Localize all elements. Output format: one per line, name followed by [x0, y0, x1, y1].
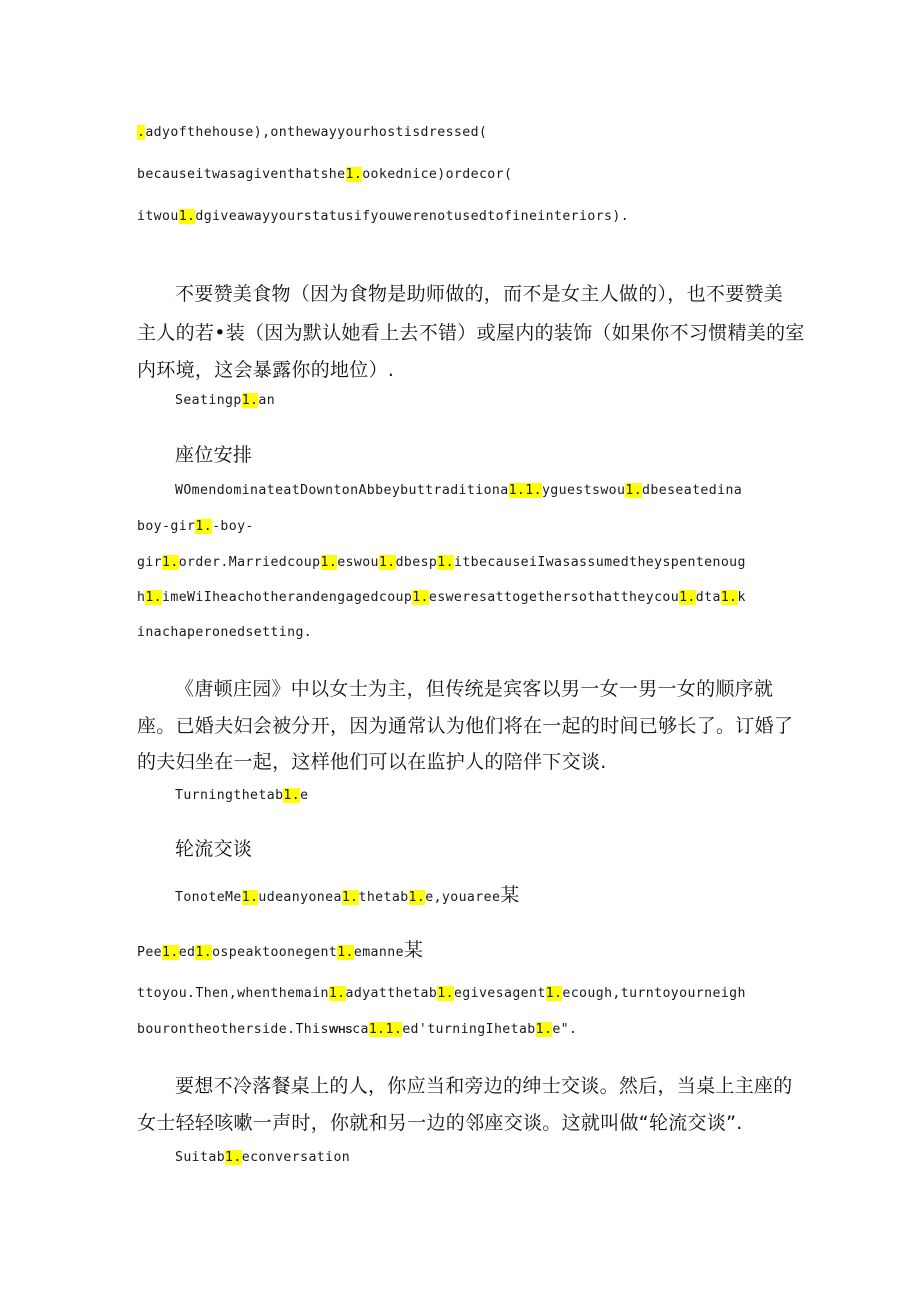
highlight-mark: 1. [145, 590, 163, 605]
text-line [137, 590, 746, 605]
text-line [175, 674, 773, 701]
highlight-mark: 1.1. [368, 1022, 403, 1037]
section-heading [175, 788, 308, 803]
highlight-mark: 1. [328, 986, 346, 1001]
highlight-mark: 1. [535, 1022, 553, 1037]
text-line [137, 355, 394, 382]
text-segment: k [737, 590, 746, 605]
text-line [137, 318, 805, 345]
text-line [175, 880, 520, 907]
text-line [137, 209, 629, 224]
text-line [137, 1108, 743, 1135]
section-heading [175, 1150, 350, 1165]
text-segment: TonoteMe [175, 890, 242, 905]
section-heading [175, 393, 275, 408]
text-segment: 女士轻轻咳嗽一声时，你就和另一边的邻座交谈。这就叫做“轮流交谈”. [137, 1112, 743, 1134]
text-segment: adyatthetab [345, 986, 438, 1001]
highlight-mark: 1. [283, 788, 301, 803]
text-segment: boy-gir [137, 519, 196, 534]
text-segment: Pee [137, 945, 163, 960]
text-line [137, 711, 793, 738]
text-segment: an [258, 393, 276, 408]
text-segment: h [137, 590, 146, 605]
text-segment: 某 [500, 884, 520, 906]
text-segment: 主人的若•装（因为默认她看上去不错）或屋内的装饰（如果你不习惯精美的室 [137, 322, 805, 344]
text-segment: 内环境，这会暴露你的地位）. [137, 359, 395, 381]
text-segment: econversation [241, 1150, 351, 1165]
text-segment: 不要赞美食物（因为食物是助师做的，而不是女主人做的），也不要赞美 [175, 283, 784, 305]
highlight-mark: 1. [720, 590, 738, 605]
highlight-mark: 1. [178, 209, 196, 224]
text-segment: order.Marriedcoup [178, 555, 321, 570]
highlight-mark: 1. [437, 555, 454, 570]
text-segment: 《唐顿庄园》中以女士为主，但传统是宾客以男一女一男一女的顺序就 [175, 678, 774, 700]
text-segment: e,youaree [425, 890, 501, 905]
text-segment: esweresattogethersothattheycou [428, 590, 680, 605]
text-segment: 的夫妇坐在一起，这样他们可以在监护人的陪伴下交谈. [137, 751, 607, 773]
text-segment: Suitab [175, 1150, 226, 1165]
text-segment: inachaperonedsetting. [137, 625, 313, 640]
highlight-mark: 1. [241, 890, 259, 905]
text-line [137, 986, 746, 1001]
text-segment: Turningthetab [175, 788, 284, 803]
highlight-mark: 1. [625, 483, 643, 498]
section-heading [175, 440, 252, 467]
text-line [175, 1071, 793, 1098]
highlight-mark: 1. [241, 393, 259, 408]
text-line [137, 747, 607, 774]
highlight-mark: . [137, 125, 146, 140]
highlight-mark: 1. [345, 167, 363, 182]
text-segment: dta [695, 590, 721, 605]
text-segment: yguestswou [541, 483, 626, 498]
text-segment: ookednice)ordecor( [362, 167, 513, 182]
highlight-mark: 1. [437, 986, 454, 1001]
text-segment: dbeseatedina [642, 483, 743, 498]
text-segment: egivesagent [453, 986, 546, 1001]
text-segment: e". [552, 1022, 578, 1037]
section-heading [175, 834, 252, 861]
text-segment: adyofthehouse),onthewayyourhostisdressed( [145, 125, 488, 140]
text-segment: e [300, 788, 309, 803]
text-segment: itwou [137, 209, 179, 224]
highlight-mark: 1. [341, 890, 359, 905]
highlight-mark: 1. [412, 590, 429, 605]
highlight-mark: 1. [679, 590, 696, 605]
text-segment: bourontheotherside.This [137, 1022, 329, 1037]
highlight-mark: 1. [545, 986, 563, 1001]
highlight-mark: 1. [195, 945, 213, 960]
text-line [137, 167, 512, 182]
text-segment: imeWiIheachotherandengagedcoup [162, 590, 413, 605]
text-segment: 轮流交谈 [175, 838, 253, 860]
text-segment: 座。已婚夫妇会被分开，因为通常认为他们将在一起的时间已够长了。订婚了 [137, 715, 794, 737]
text-segment: 要想不冷落餐桌上的人，你应当和旁边的绅士交谈。然后，当桌上主座的 [175, 1075, 793, 1097]
text-segment: Seatingp [175, 393, 242, 408]
text-segment: WHS [328, 1025, 353, 1036]
text-segment: ed'turningIhetab [402, 1022, 536, 1037]
highlight-mark: 1. [162, 945, 179, 960]
text-segment: becauseitwasagiventhatshe [137, 167, 346, 182]
text-segment: -boy- [212, 519, 254, 534]
text-segment: WOmendominateatDowntonAbbeybuttraditiona [175, 483, 509, 498]
text-segment: itbecauseiIwasassumedtheyspentenoug [453, 555, 746, 570]
highlight-mark: 1. [320, 555, 338, 570]
text-segment: ttoyou.Then,whenthemain [137, 986, 329, 1001]
text-segment: ed [178, 945, 196, 960]
text-segment: dgiveawayyourstatusifyouwerenotusedtofineinteriors). [195, 209, 630, 224]
highlight-mark: 1. [195, 519, 213, 534]
text-line [137, 555, 746, 570]
highlight-mark: 1. [337, 945, 354, 960]
text-segment: thetab [358, 890, 409, 905]
text-segment: gir [137, 555, 163, 570]
highlight-mark: 1. [408, 890, 426, 905]
highlight-mark: 1.1. [508, 483, 542, 498]
text-line [137, 935, 423, 962]
highlight-mark: 1. [378, 555, 396, 570]
text-segment: emanne [353, 945, 404, 960]
text-line [175, 279, 783, 306]
text-line [137, 1022, 577, 1037]
text-segment: ca [352, 1022, 369, 1037]
text-segment: 座位安排 [175, 444, 253, 466]
text-segment: 某 [403, 939, 424, 961]
text-segment: udeanyonea [258, 890, 342, 905]
text-line [137, 125, 487, 140]
text-line [137, 519, 254, 534]
text-segment: dbesp [395, 555, 438, 570]
text-segment: ospeaktoonegent [212, 945, 338, 960]
text-line [175, 483, 742, 498]
text-segment: eswou [337, 555, 379, 570]
text-segment: ecough,turntoyourneigh [562, 986, 746, 1001]
highlight-mark: 1. [162, 555, 179, 570]
highlight-mark: 1. [225, 1150, 242, 1165]
text-line [137, 625, 312, 640]
